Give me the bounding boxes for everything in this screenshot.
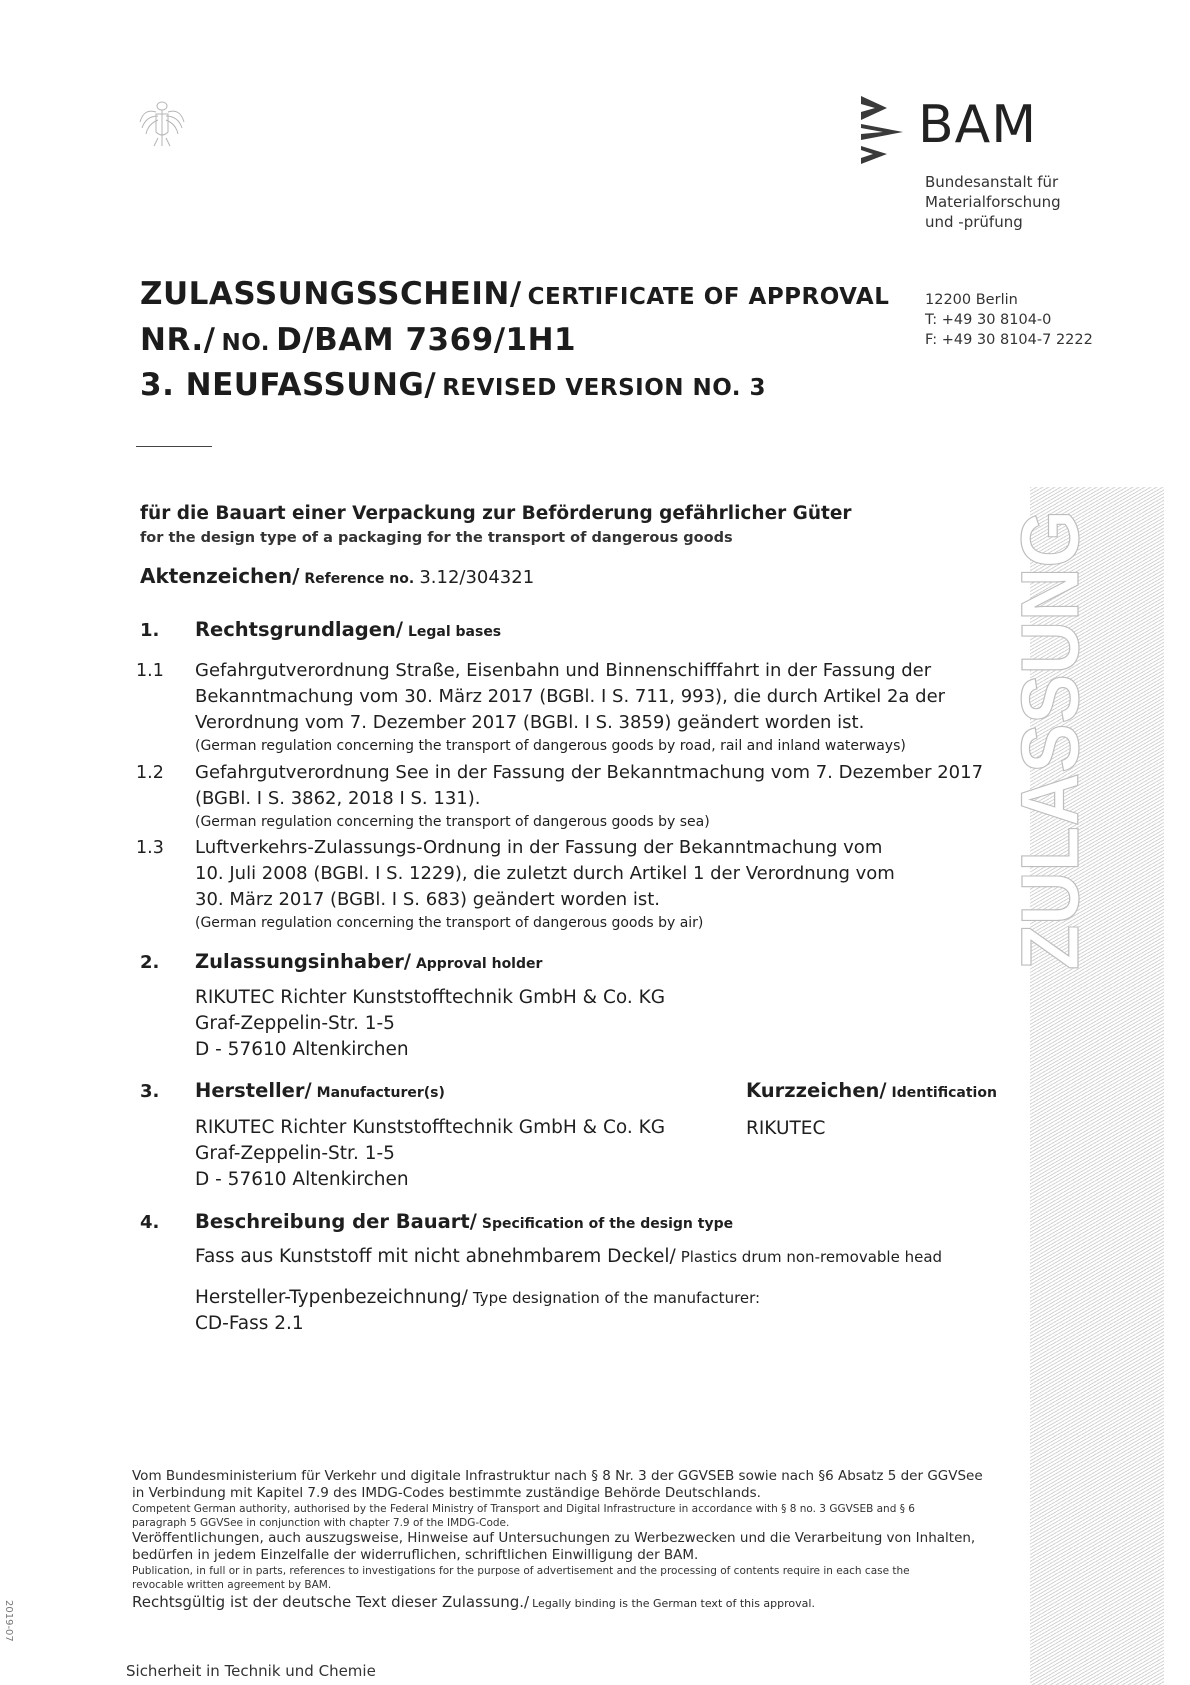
address-phone: T: +49 30 8104-0 xyxy=(925,312,1052,328)
design-description-en: Plastics drum non-removable head xyxy=(680,1248,943,1266)
subsection-1-2 xyxy=(195,760,983,832)
section-title-en: Legal bases xyxy=(407,624,502,640)
title-de: ZULASSUNGSSCHEIN/ xyxy=(140,276,522,312)
reference-label-de: Aktenzeichen/ xyxy=(140,564,300,588)
side-code: 2019-07 xyxy=(3,1600,14,1642)
section-title-de: Beschreibung der Bauart/ xyxy=(195,1210,477,1233)
identification-value: RIKUTEC xyxy=(746,1118,826,1139)
identification-label-en: Identification xyxy=(891,1085,997,1101)
section-number: 2. xyxy=(140,952,160,973)
institution-line: Materialforschung xyxy=(925,193,1061,211)
legal-note-de: Rechtsgültig ist der deutsche Text dieser Zulassung./ xyxy=(132,1593,530,1611)
authority-line-en: Competent German authority, authorised by the Federal Ministry of Transport and Digital Infrastructure in accordance with § 8 no. 3 GGVSEB and § 6 xyxy=(132,1503,915,1515)
approval-holder-address xyxy=(195,985,665,1063)
subsection-line: 10. Juli 2008 (BGBl. I S. 1229), die zuletzt durch Artikel 1 der Verordnung vom xyxy=(195,863,895,884)
reference-label-en: Reference no. xyxy=(304,571,415,587)
subsection-line: Gefahrgutverordnung Straße, Eisenbahn und Binnenschifffahrt in der Fassung der xyxy=(195,660,932,681)
identification-title xyxy=(746,1079,997,1102)
section-title-specification xyxy=(195,1210,733,1233)
certificate-number xyxy=(140,322,576,358)
section-title-manufacturer xyxy=(195,1079,445,1102)
authority-line: in Verbindung mit Kapitel 7.9 des IMDG-Codes bestimmte zuständige Behörde Deutschlands. xyxy=(132,1485,761,1501)
subsection-line: 30. März 2017 (BGBl. I S. 683) geändert worden ist. xyxy=(195,889,661,910)
reference-value: 3.12/304321 xyxy=(419,567,535,588)
legal-note-en: Legally binding is the German text of this approval. xyxy=(532,1597,815,1610)
address-city: 12200 Berlin xyxy=(925,292,1018,308)
revision-de: 3. NEUFASSUNG/ xyxy=(140,367,437,403)
type-designation-de: Hersteller-Typenbezeichnung/ xyxy=(195,1287,468,1308)
authority-line: Vom Bundesministerium für Verkehr und digitale Infrastruktur nach § 8 Nr. 3 der GGVSEB sowie nach §6 Absatz 5 der GGVSee xyxy=(132,1468,983,1484)
subsection-number: 1.2 xyxy=(136,763,164,783)
bam-logo-icon xyxy=(857,92,909,166)
footer-notes xyxy=(132,1468,1012,1611)
divider xyxy=(136,446,212,447)
subsection-1-1 xyxy=(195,658,945,756)
legal-note xyxy=(132,1592,1012,1611)
address-line: Graf-Zeppelin-Str. 1-5 xyxy=(195,1013,395,1034)
number-label-en: NO. xyxy=(221,330,271,356)
type-value: CD-Fass 2.1 xyxy=(195,1313,304,1334)
publication-line: bedürfen in jedem Einzelfalle der widerruflichen, schriftlichen Einwilligung der BAM. xyxy=(132,1547,699,1563)
section-title-legal-bases xyxy=(195,618,501,641)
address-line: RIKUTEC Richter Kunststofftechnik GmbH & Co. KG xyxy=(195,1117,666,1138)
title-en: CERTIFICATE OF APPROVAL xyxy=(527,284,890,310)
manufacturer-address xyxy=(195,1115,665,1193)
address-block xyxy=(925,290,1093,350)
section-title-en: Specification of the design type xyxy=(481,1216,734,1232)
zulassung-stamp-word xyxy=(1005,459,1162,970)
section-number: 1. xyxy=(140,620,160,641)
address-line: RIKUTEC Richter Kunststofftechnik GmbH & Co. KG xyxy=(195,987,666,1008)
section-title-de: Zulassungsinhaber/ xyxy=(195,950,411,973)
design-type-de: für die Bauart einer Verpackung zur Beförderung gefährlicher Güter xyxy=(140,503,852,524)
address-line: D - 57610 Altenkirchen xyxy=(195,1169,409,1190)
section-number: 4. xyxy=(140,1212,160,1233)
subsection-number: 1.1 xyxy=(136,661,164,681)
certificate-title xyxy=(140,276,889,312)
subsection-number: 1.3 xyxy=(136,838,164,858)
publication-line: Veröffentlichungen, auch auszugsweise, Hinweise auf Untersuchungen zu Werbezwecken und die Verarbeitung von Inhalten, xyxy=(132,1530,976,1546)
number-value: D/BAM 7369/1H1 xyxy=(276,322,577,358)
subsection-line: Luftverkehrs-Zulassungs-Ordnung in der Fassung der Bekanntmachung vom xyxy=(195,837,883,858)
design-description xyxy=(195,1246,942,1267)
subsection-line: Gefahrgutverordnung See in der Fassung der Bekanntmachung vom 7. Dezember 2017 xyxy=(195,762,984,783)
address-line: Graf-Zeppelin-Str. 1-5 xyxy=(195,1143,395,1164)
section-title-approval-holder xyxy=(195,950,542,973)
subsection-line: Bekanntmachung vom 30. März 2017 (BGBl. I S. 711, 993), die durch Artikel 2a der xyxy=(195,686,946,707)
address-line: D - 57610 Altenkirchen xyxy=(195,1039,409,1060)
section-title-en: Approval holder xyxy=(415,956,543,972)
institution-name xyxy=(925,172,1061,232)
design-type-en: for the design type of a packaging for the transport of dangerous goods xyxy=(140,530,733,546)
design-description-de: Fass aus Kunststoff mit nicht abnehmbarem Deckel/ xyxy=(195,1246,676,1267)
subsection-line: (BGBl. I S. 3862, 2018 I S. 131). xyxy=(195,788,481,809)
publication-line-en: Publication, in full or in parts, references to investigations for the purpose of advertisement and the processing of contents require in each case the xyxy=(132,1565,910,1577)
tagline: Sicherheit in Technik und Chemie xyxy=(126,1662,376,1680)
subsection-note: (German regulation concerning the transport of dangerous goods by sea) xyxy=(195,814,710,830)
reference-number xyxy=(140,564,534,588)
subsection-note: (German regulation concerning the transport of dangerous goods by air) xyxy=(195,915,704,931)
section-title-de: Hersteller/ xyxy=(195,1079,312,1102)
section-title-de: Rechtsgrundlagen/ xyxy=(195,618,403,641)
subsection-line: Verordnung vom 7. Dezember 2017 (BGBl. I S. 3859) geändert worden ist. xyxy=(195,712,865,733)
federal-eagle-seal xyxy=(136,96,188,148)
authority-line-en: paragraph 5 GGVSee in conjunction with chapter 7.9 of the IMDG-Code. xyxy=(132,1517,510,1529)
revision-en: REVISED VERSION NO. 3 xyxy=(442,375,767,401)
number-label-de: NR./ xyxy=(140,322,216,358)
type-designation xyxy=(195,1287,760,1308)
type-designation-en: Type designation of the manufacturer: xyxy=(472,1289,761,1307)
bam-logo-text: BAM xyxy=(918,95,1038,155)
identification-label-de: Kurzzeichen/ xyxy=(746,1079,887,1102)
section-number: 3. xyxy=(140,1081,160,1102)
institution-line: und -prüfung xyxy=(925,213,1023,231)
publication-line-en: revocable written agreement by BAM. xyxy=(132,1579,332,1591)
section-title-en: Manufacturer(s) xyxy=(316,1085,445,1101)
svg-text:ZULASSUNG: ZULASSUNG xyxy=(1005,459,1096,970)
subsection-note: (German regulation concerning the transport of dangerous goods by road, rail and inland waterways) xyxy=(195,738,906,754)
address-fax: F: +49 30 8104-7 2222 xyxy=(925,332,1093,348)
revision-line xyxy=(140,367,766,403)
subsection-1-3 xyxy=(195,835,895,933)
institution-line: Bundesanstalt für xyxy=(925,173,1059,191)
type-designation-value xyxy=(195,1313,304,1334)
